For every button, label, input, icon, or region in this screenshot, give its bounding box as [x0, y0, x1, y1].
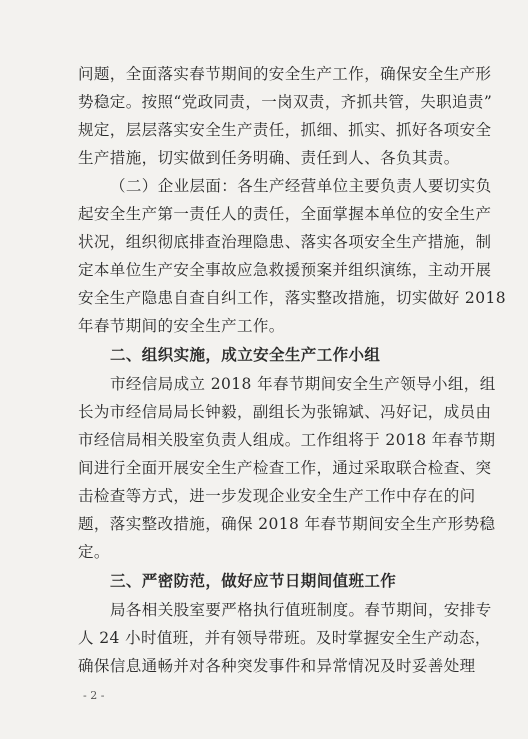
- paragraph-line: 局各相关股室要严格执行值班制度。春节期间，安排专: [110, 601, 492, 619]
- paragraph-line: 人 24 小时值班，并有领导带班。及时掌握安全生产动态，: [78, 629, 491, 647]
- paragraph-line: 长为市经信局局长钟毅，副组长为张锦斌、冯好记，成员由: [78, 403, 492, 421]
- paragraph-line: 问题，全面落实春节期间的安全生产工作，确保安全生产形: [78, 65, 492, 83]
- paragraph-line: 状况，组织彻底排查治理隐患、落实各项安全生产措施，制: [78, 233, 492, 251]
- paragraph-line: 定本单位生产安全事故应急救援预案并组织演练，主动开展: [78, 261, 492, 279]
- paragraph-line: 生产措施，切实做到任务明确、责任到人、各负其责。: [78, 149, 460, 167]
- paragraph-line: 势稳定。按照“党政同责，一岗双责，齐抓共管，失职追责”: [78, 93, 493, 111]
- page-number: - 2 -: [83, 689, 105, 702]
- paragraph-line: 起安全生产第一责任人的责任，全面掌握本单位的安全生产: [78, 205, 492, 223]
- section-heading: 二、组织实施，成立安全生产工作小组: [110, 346, 381, 364]
- paragraph-line: 安全生产隐患自查自纠工作，落实整改措施，切实做好 2018: [78, 289, 506, 307]
- paragraph-line: 年春节期间的安全生产工作。: [78, 317, 285, 335]
- paragraph-line: 市经信局成立 2018 年春节期间安全生产领导小组，组: [110, 375, 496, 393]
- section-heading: 三、严密防范，做好应节日期间值班工作: [110, 572, 397, 590]
- paragraph-line: 规定，层层落实安全生产责任，抓细、抓实、抓好各项安全: [78, 121, 492, 139]
- paragraph-line: 击检查等方式，进一步发现企业安全生产工作中存在的问: [78, 487, 476, 505]
- paragraph-line: 题，落实整改措施，确保 2018 年春节期间安全生产形势稳: [78, 515, 496, 533]
- paragraph-line: 确保信息通畅并对各种突发事件和异常情况及时妥善处理: [78, 657, 476, 675]
- paragraph-line: （二）企业层面：各生产经营单位主要负责人要切实负: [110, 177, 492, 195]
- paragraph-line: 定。: [78, 543, 110, 561]
- paragraph-line: 市经信局相关股室负责人组成。工作组将于 2018 年春节期: [78, 431, 496, 449]
- paragraph-line: 间进行全面开展安全生产检查工作，通过采取联合检查、突: [78, 459, 492, 477]
